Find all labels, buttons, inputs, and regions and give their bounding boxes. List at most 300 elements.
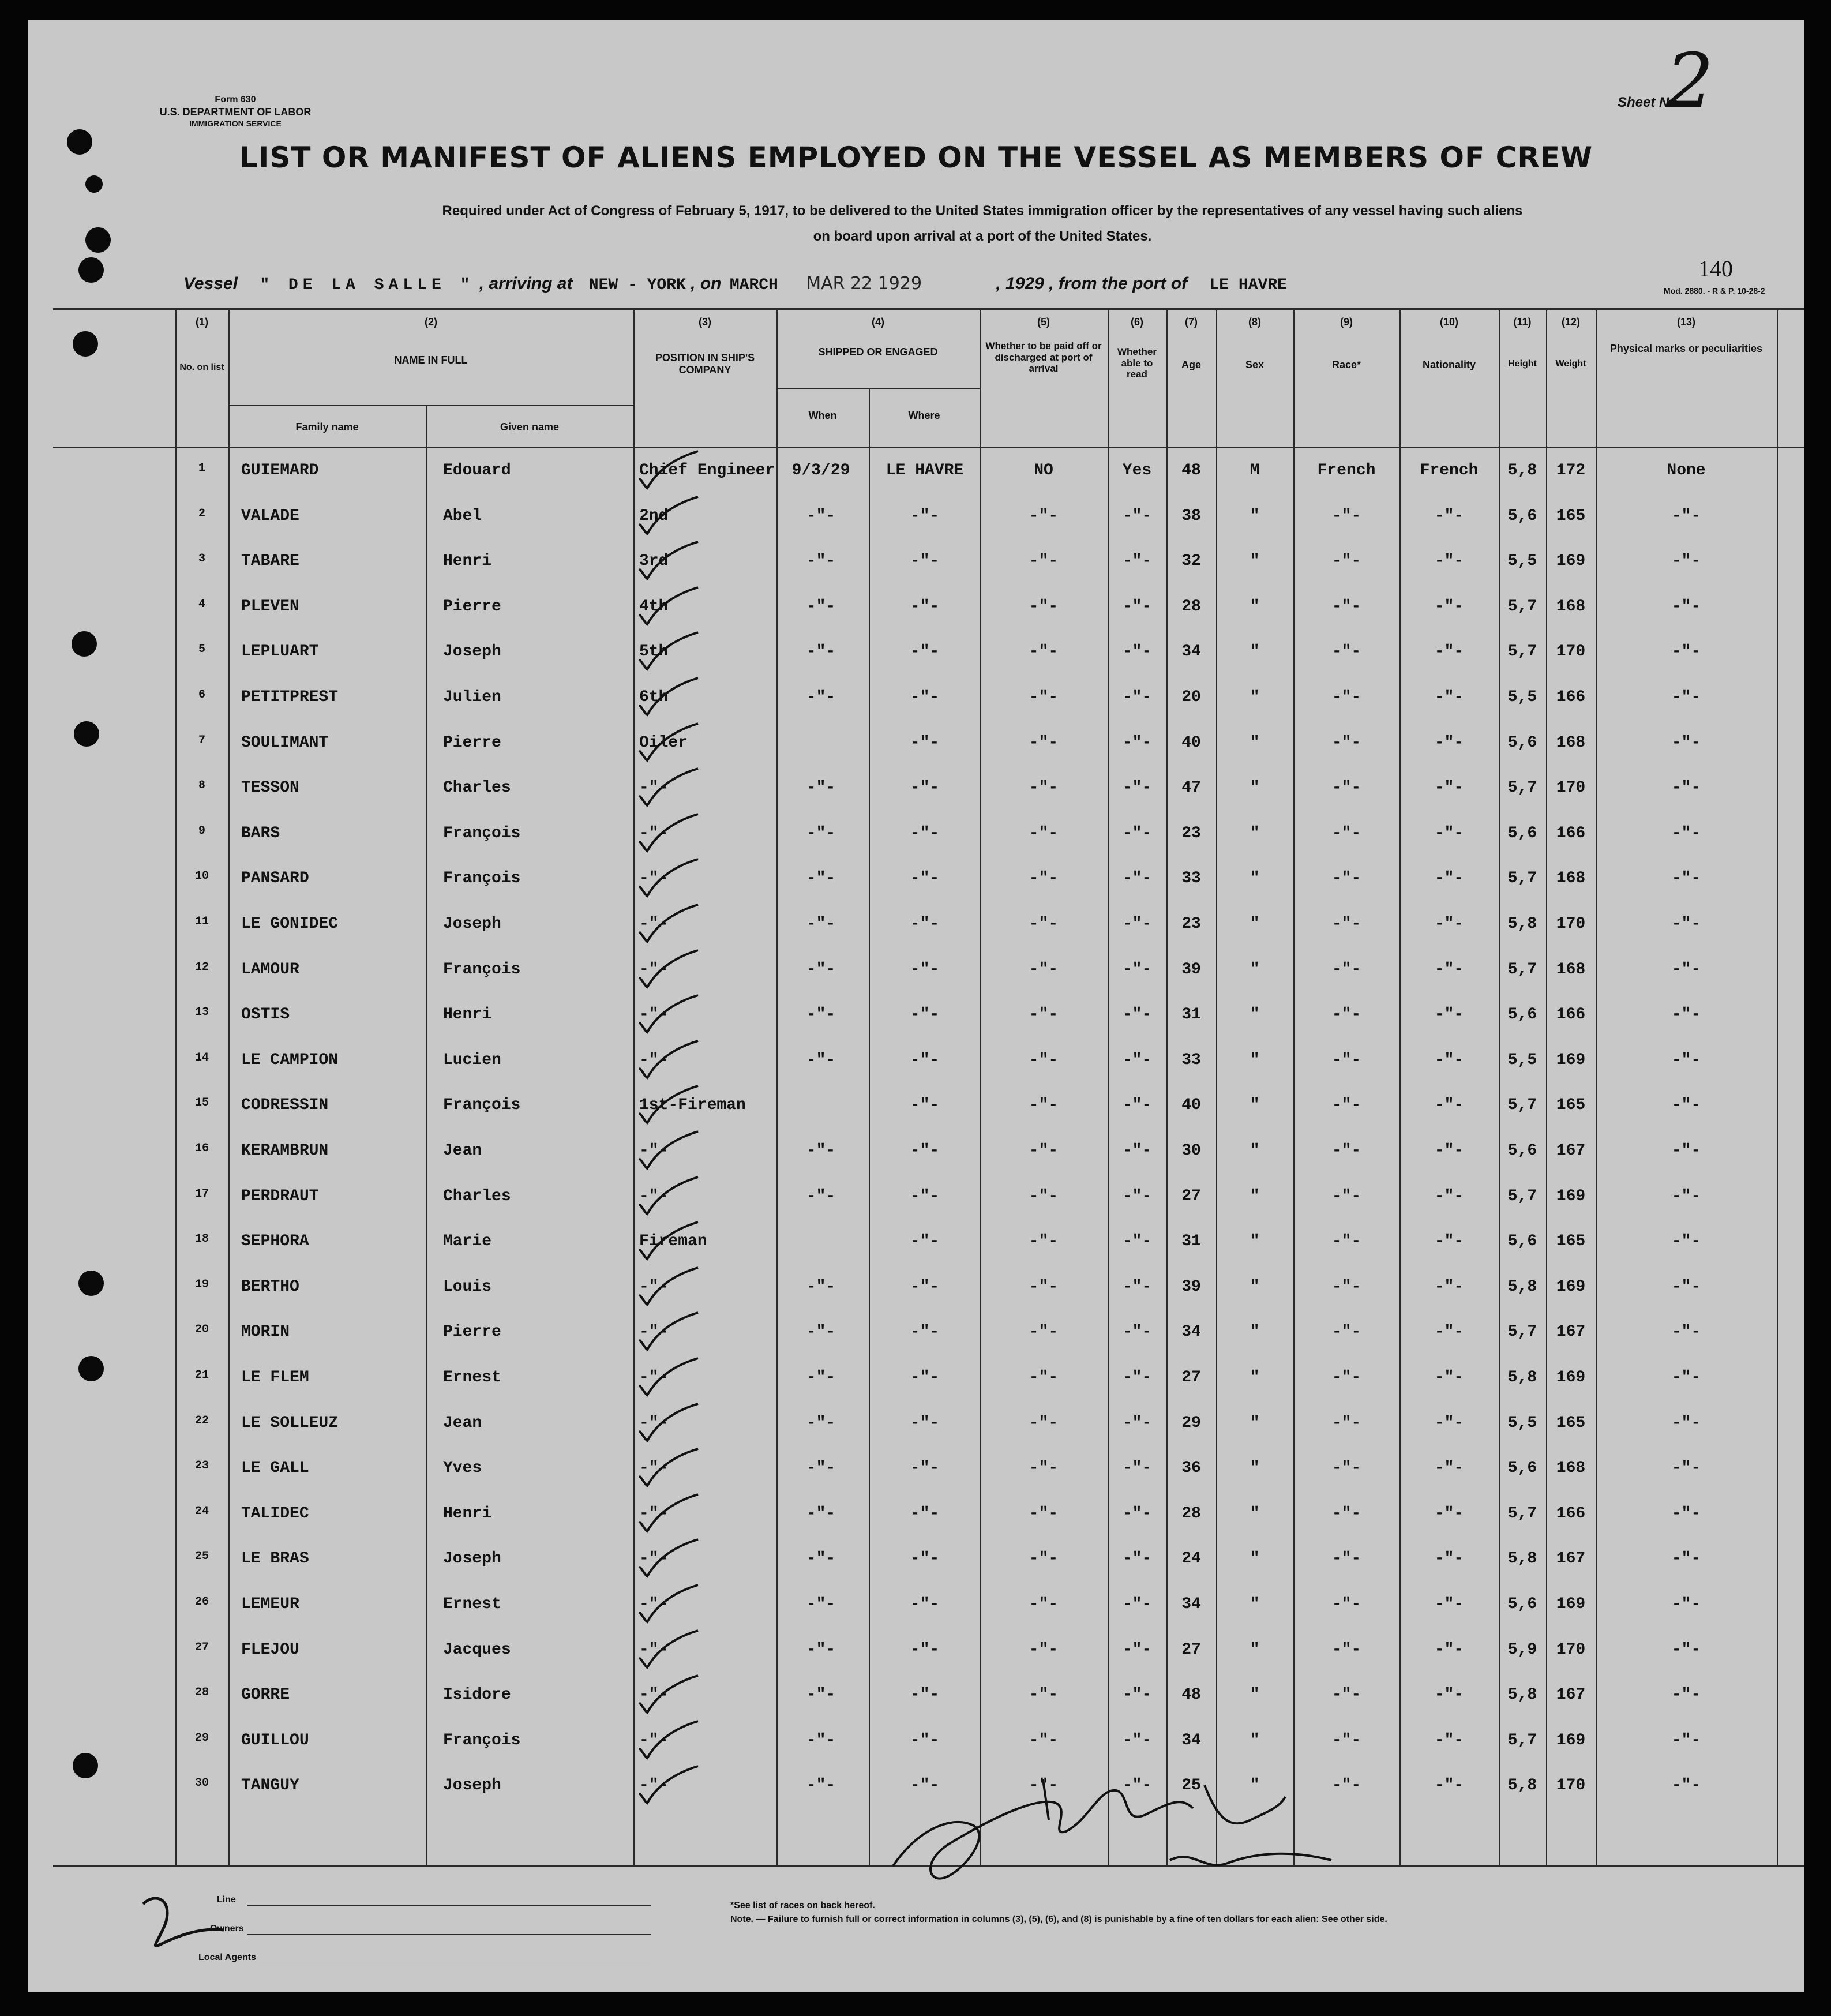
vessel-line <box>183 273 1683 302</box>
shipped-when: -"- <box>806 824 836 842</box>
shipped-where: -"- <box>910 1731 940 1749</box>
given-name: Charles <box>443 1187 511 1205</box>
height-cell: 5,9 <box>1507 1640 1537 1659</box>
shipped-when: -"- <box>806 1414 836 1432</box>
nationality-cell: -"- <box>1434 643 1464 661</box>
able-to-read: -"- <box>1122 552 1152 571</box>
marks-cell: -"- <box>1671 1051 1701 1069</box>
position-cell: -"- <box>639 1277 669 1296</box>
position-cell: -"- <box>639 824 669 842</box>
race-cell: -"- <box>1331 1277 1361 1296</box>
check-mark-icon <box>635 1444 704 1490</box>
marks-cell: -"- <box>1671 1777 1701 1795</box>
age-cell: 40 <box>1181 1096 1201 1115</box>
paid-off-cell: -"- <box>1029 1731 1059 1749</box>
position-cell: -"- <box>639 1640 669 1659</box>
nationality-cell: -"- <box>1434 1459 1464 1478</box>
given-name: Marie <box>443 1232 492 1251</box>
check-mark-icon <box>635 1580 704 1627</box>
marks-cell: -"- <box>1671 1096 1701 1115</box>
col-line <box>1166 309 1168 1865</box>
shipped-when: -"- <box>806 507 836 525</box>
family-name: TESSON <box>241 779 299 797</box>
shipped-when: -"- <box>806 643 836 661</box>
binder-hole <box>78 257 104 283</box>
binder-hole <box>73 1753 98 1778</box>
race-cell: -"- <box>1331 1414 1361 1432</box>
col3-number: (3) <box>699 316 711 328</box>
check-mark-icon <box>635 673 704 720</box>
where-header: Where <box>908 410 940 421</box>
sex-cell: " <box>1250 1731 1260 1749</box>
weight-cell: 170 <box>1556 1640 1586 1659</box>
able-to-read: -"- <box>1122 688 1152 706</box>
weight-cell: 167 <box>1556 1686 1586 1704</box>
nationality-cell: -"- <box>1434 1777 1464 1795</box>
arrival-year: , 1929 <box>996 274 1044 293</box>
race-cell: -"- <box>1331 1550 1361 1568</box>
table-top-rule <box>53 308 1804 310</box>
check-mark-icon <box>635 1036 704 1082</box>
col10-number: (10) <box>1439 316 1458 328</box>
position-cell: 3rd <box>639 552 669 571</box>
races-note: *See list of races on back hereof. <box>730 1901 875 1910</box>
marks-cell: -"- <box>1671 507 1701 525</box>
row-number: 8 <box>198 779 205 793</box>
row-number: 29 <box>194 1731 209 1745</box>
sex-cell: " <box>1250 1142 1260 1160</box>
marks-cell: -"- <box>1671 824 1701 842</box>
shipped-when: -"- <box>806 1640 836 1659</box>
sex-cell: " <box>1250 1777 1260 1795</box>
sex-cell: " <box>1250 733 1260 752</box>
position-cell: -"- <box>639 1051 669 1069</box>
weight-cell: 172 <box>1556 462 1586 479</box>
family-name: TABARE <box>241 552 299 571</box>
given-name: Joseph <box>443 915 501 933</box>
paid-off-cell: -"- <box>1029 1006 1059 1024</box>
position-cell: -"- <box>639 779 669 797</box>
arrival-month: MARCH <box>729 276 778 294</box>
shipped-where: -"- <box>910 1232 940 1251</box>
check-mark-icon <box>635 1217 704 1264</box>
height-cell: 5,8 <box>1507 1686 1537 1704</box>
col4-header: SHIPPED OR ENGAGED <box>818 346 938 358</box>
family-name: CODRESSIN <box>241 1096 329 1115</box>
shipped-where: -"- <box>910 870 940 888</box>
given-name: Pierre <box>443 597 501 616</box>
race-cell: -"- <box>1331 1051 1361 1069</box>
check-mark-icon <box>635 855 704 901</box>
position-cell: Chief Engineer <box>639 462 775 479</box>
col13-number: (13) <box>1676 316 1695 328</box>
shipped-when: -"- <box>806 1731 836 1749</box>
family-name: BARS <box>241 824 280 842</box>
given-name: François <box>443 870 521 888</box>
position-cell: -"- <box>639 1504 669 1523</box>
paid-off-cell: NO <box>1034 462 1053 479</box>
row-number: 21 <box>194 1369 209 1382</box>
check-mark-icon <box>635 719 704 765</box>
given-name: François <box>443 1096 521 1115</box>
sex-cell: " <box>1250 1369 1260 1387</box>
shipped-where: -"- <box>910 779 940 797</box>
race-cell: -"- <box>1331 552 1361 571</box>
col2-number: (2) <box>425 316 437 328</box>
age-cell: 39 <box>1181 1277 1201 1296</box>
family-name: GUIEMARD <box>241 462 319 479</box>
race-cell: -"- <box>1331 1640 1361 1659</box>
col-line <box>1216 309 1217 1865</box>
age-cell: 34 <box>1181 1731 1201 1749</box>
shipped-where: -"- <box>910 552 940 571</box>
binder-hole <box>78 1271 104 1296</box>
marks-cell: -"- <box>1671 1232 1701 1251</box>
family-name: KERAMBRUN <box>241 1142 329 1160</box>
paid-off-cell: -"- <box>1029 1277 1059 1296</box>
able-to-read: -"- <box>1122 1232 1152 1251</box>
check-mark-icon <box>635 1535 704 1581</box>
given-name: Pierre <box>443 733 501 752</box>
marks-cell: -"- <box>1671 1414 1701 1432</box>
paid-off-cell: -"- <box>1029 1323 1059 1341</box>
paid-off-cell: -"- <box>1029 824 1059 842</box>
shipped-when: -"- <box>806 597 836 616</box>
paid-off-cell: -"- <box>1029 1595 1059 1613</box>
weight-cell: 169 <box>1556 1277 1586 1296</box>
agents-label: Local Agents <box>198 1953 256 1962</box>
col-line <box>1499 309 1500 1865</box>
check-mark-icon <box>635 946 704 992</box>
height-cell: 5,5 <box>1507 552 1537 571</box>
shipped-where: -"- <box>910 1640 940 1659</box>
sex-cell: " <box>1250 1277 1260 1296</box>
weight-cell: 165 <box>1556 507 1586 525</box>
given-name: Jean <box>443 1142 482 1160</box>
shipped-when: -"- <box>806 960 836 979</box>
sex-cell: " <box>1250 960 1260 979</box>
shipped-where: -"- <box>910 1459 940 1478</box>
marks-cell: -"- <box>1671 1323 1701 1341</box>
weight-cell: 165 <box>1556 1232 1586 1251</box>
arrival-port: NEW - YORK <box>588 276 686 294</box>
arriving-label: , arriving at <box>479 274 573 293</box>
col1-number: (1) <box>196 316 208 328</box>
col-line <box>228 309 230 1865</box>
weight-cell: 167 <box>1556 1142 1586 1160</box>
check-mark-icon <box>635 1172 704 1219</box>
col5-header: Whether to be paid off or discharged at port of arrival <box>985 340 1102 374</box>
family-name: GORRE <box>241 1686 290 1704</box>
able-to-read: -"- <box>1122 1640 1152 1659</box>
position-cell: -"- <box>639 960 669 979</box>
age-cell: 48 <box>1181 1686 1201 1704</box>
col-line <box>980 309 981 1865</box>
binder-hole <box>85 175 103 193</box>
marks-cell: -"- <box>1671 1550 1701 1568</box>
position-cell: Fireman <box>639 1232 707 1251</box>
marks-cell: -"- <box>1671 597 1701 616</box>
position-cell: 5th <box>639 643 669 661</box>
height-cell: 5,7 <box>1507 643 1537 661</box>
nationality-cell: -"- <box>1434 870 1464 888</box>
check-mark-icon <box>635 583 704 629</box>
age-cell: 28 <box>1181 1504 1201 1523</box>
sex-cell: " <box>1250 1414 1260 1432</box>
given-name: Henri <box>443 1006 492 1024</box>
nationality-cell: -"- <box>1434 824 1464 842</box>
nationality-cell: -"- <box>1434 1686 1464 1704</box>
family-name: OSTIS <box>241 1006 290 1024</box>
race-cell: -"- <box>1331 1369 1361 1387</box>
check-mark-icon <box>635 1263 704 1309</box>
weight-cell: 166 <box>1556 824 1586 842</box>
weight-cell: 170 <box>1556 915 1586 933</box>
family-name: PETITPREST <box>241 688 339 706</box>
row-number: 30 <box>194 1777 209 1790</box>
col8-header: Sex <box>1245 359 1265 370</box>
col-line <box>1596 309 1597 1865</box>
race-cell: -"- <box>1331 1096 1361 1115</box>
col7-header: Age <box>1181 359 1201 370</box>
shipped-where: -"- <box>910 733 940 752</box>
paid-off-cell: -"- <box>1029 1459 1059 1478</box>
race-cell: -"- <box>1331 1731 1361 1749</box>
col12-number: (12) <box>1561 316 1580 328</box>
nationality-cell: -"- <box>1434 507 1464 525</box>
height-cell: 5,7 <box>1507 1504 1537 1523</box>
weight-cell: 169 <box>1556 1051 1586 1069</box>
position-cell: -"- <box>639 915 669 933</box>
race-cell: -"- <box>1331 1595 1361 1613</box>
sheet-number: 2 <box>1666 37 1714 125</box>
check-mark-icon <box>635 810 704 856</box>
height-cell: 5,6 <box>1507 507 1537 525</box>
marks-cell: None <box>1667 462 1706 479</box>
height-cell: 5,7 <box>1507 1323 1537 1341</box>
sex-cell: " <box>1250 552 1260 571</box>
family-name: PANSARD <box>241 870 309 888</box>
shipped-when: -"- <box>806 1504 836 1523</box>
able-to-read: -"- <box>1122 1686 1152 1704</box>
col6-header: Whether able to read <box>1117 346 1157 380</box>
age-cell: 38 <box>1181 507 1201 525</box>
race-cell: -"- <box>1331 1232 1361 1251</box>
able-to-read: -"- <box>1122 1414 1152 1432</box>
age-cell: 30 <box>1181 1142 1201 1160</box>
race-cell: -"- <box>1331 824 1361 842</box>
paid-off-cell: -"- <box>1029 1777 1059 1795</box>
shipped-when: -"- <box>806 779 836 797</box>
family-name-header: Family name <box>295 421 359 433</box>
officer-signature <box>881 1762 1355 1895</box>
height-cell: 5,7 <box>1507 1187 1537 1205</box>
col9-number: (9) <box>1340 316 1353 328</box>
family-name: LE BRAS <box>241 1550 309 1568</box>
col-line <box>426 406 427 1865</box>
binder-hole <box>78 1356 104 1381</box>
age-cell: 27 <box>1181 1640 1201 1659</box>
page-title: LIST OR MANIFEST OF ALIENS EMPLOYED ON THE VESSEL AS MEMBERS OF CREW <box>239 141 1593 174</box>
nationality-cell: -"- <box>1434 1096 1464 1115</box>
paid-off-cell: -"- <box>1029 915 1059 933</box>
shipped-when: -"- <box>806 1006 836 1024</box>
paid-off-cell: -"- <box>1029 1550 1059 1568</box>
row-number: 16 <box>194 1142 209 1155</box>
date-stamp: MAR 22 1929 <box>806 273 922 294</box>
sex-cell: " <box>1250 1232 1260 1251</box>
shipped-when: -"- <box>806 688 836 706</box>
col-line <box>1546 309 1547 1865</box>
age-cell: 23 <box>1181 824 1201 842</box>
marks-cell: -"- <box>1671 870 1701 888</box>
family-name: LAMOUR <box>241 960 299 979</box>
family-name: LEMEUR <box>241 1595 299 1613</box>
position-cell: 4th <box>639 597 669 616</box>
height-cell: 5,7 <box>1507 1096 1537 1115</box>
given-name: Henri <box>443 1504 492 1523</box>
weight-cell: 166 <box>1556 1006 1586 1024</box>
marks-cell: -"- <box>1671 552 1701 571</box>
position-cell: 1st-Fireman <box>639 1096 746 1115</box>
marks-cell: -"- <box>1671 960 1701 979</box>
shipped-where: -"- <box>910 960 940 979</box>
row-number: 3 <box>198 552 205 566</box>
able-to-read: -"- <box>1122 1323 1152 1341</box>
family-name: LE GALL <box>241 1459 309 1478</box>
owners-label: Owners <box>210 1924 244 1933</box>
weight-cell: 169 <box>1556 1187 1586 1205</box>
height-cell: 5,6 <box>1507 1459 1537 1478</box>
shipped-where: -"- <box>910 1277 940 1296</box>
col5-number: (5) <box>1037 316 1050 328</box>
when-header: When <box>808 410 837 421</box>
able-to-read: -"- <box>1122 1777 1152 1795</box>
row-number: 18 <box>194 1232 209 1246</box>
age-cell: 24 <box>1181 1550 1201 1568</box>
race-cell: -"- <box>1331 960 1361 979</box>
marks-cell: -"- <box>1671 915 1701 933</box>
check-mark-icon <box>635 537 704 583</box>
able-to-read: -"- <box>1122 870 1152 888</box>
height-cell: 5,8 <box>1507 1550 1537 1568</box>
paid-off-cell: -"- <box>1029 507 1059 525</box>
given-name: François <box>443 824 521 842</box>
family-name: GUILLOU <box>241 1731 309 1749</box>
height-cell: 5,6 <box>1507 1006 1537 1024</box>
height-cell: 5,5 <box>1507 1414 1537 1432</box>
position-cell: -"- <box>639 1595 669 1613</box>
shipped-where: -"- <box>910 1006 940 1024</box>
on-label: , on <box>691 274 722 293</box>
height-cell: 5,7 <box>1507 1731 1537 1749</box>
shipped-where: -"- <box>910 1369 940 1387</box>
given-name: Louis <box>443 1277 492 1296</box>
row-number: 12 <box>194 960 209 974</box>
row-number: 1 <box>198 462 205 475</box>
age-cell: 28 <box>1181 597 1201 616</box>
able-to-read: -"- <box>1122 960 1152 979</box>
check-mark-icon <box>635 1717 704 1763</box>
shipped-when: -"- <box>806 1323 836 1341</box>
given-name: Julien <box>443 688 501 706</box>
weight-cell: 170 <box>1556 1777 1586 1795</box>
paid-off-cell: -"- <box>1029 1051 1059 1069</box>
col7-number: (7) <box>1185 316 1198 328</box>
shipped-when: -"- <box>806 1595 836 1613</box>
weight-cell: 169 <box>1556 552 1586 571</box>
able-to-read: -"- <box>1122 915 1152 933</box>
able-to-read: -"- <box>1122 643 1152 661</box>
position-cell: -"- <box>639 1187 669 1205</box>
row-number: 13 <box>194 1006 209 1020</box>
nationality-cell: -"- <box>1434 688 1464 706</box>
sex-cell: " <box>1250 1006 1260 1024</box>
able-to-read: -"- <box>1122 1096 1152 1115</box>
col13-header: Physical marks or peculiarities <box>1609 343 1763 354</box>
family-name: LEPLUART <box>241 643 319 661</box>
position-cell: Oiler <box>639 733 688 752</box>
check-mark-icon <box>635 900 704 946</box>
shipped-where: -"- <box>910 1187 940 1205</box>
shipped-when: -"- <box>806 1369 836 1387</box>
marks-cell: -"- <box>1671 1277 1701 1296</box>
nationality-cell: -"- <box>1434 1006 1464 1024</box>
age-cell: 48 <box>1181 462 1201 479</box>
col11-number: (11) <box>1513 316 1532 328</box>
check-mark-icon <box>635 1308 704 1354</box>
family-name: LE CAMPION <box>241 1051 339 1069</box>
sex-cell: " <box>1250 779 1260 797</box>
col3-header: POSITION IN SHIP'S COMPANY <box>655 352 755 376</box>
able-to-read: -"- <box>1122 779 1152 797</box>
position-cell: -"- <box>639 1414 669 1432</box>
paid-off-cell: -"- <box>1029 1686 1059 1704</box>
nationality-cell: -"- <box>1434 779 1464 797</box>
able-to-read: -"- <box>1122 1051 1152 1069</box>
given-name: Joseph <box>443 1550 501 1568</box>
position-cell: -"- <box>639 1550 669 1568</box>
paid-off-cell: -"- <box>1029 1640 1059 1659</box>
family-name: LE FLEM <box>241 1369 309 1387</box>
age-cell: 27 <box>1181 1369 1201 1387</box>
family-name: TALIDEC <box>241 1504 309 1523</box>
able-to-read: -"- <box>1122 1504 1152 1523</box>
subtitle-line2: on board upon arrival at a port of the United States. <box>813 228 1152 244</box>
weight-cell: 168 <box>1556 597 1586 616</box>
height-cell: 5,5 <box>1507 688 1537 706</box>
weight-cell: 168 <box>1556 870 1586 888</box>
row-number: 17 <box>194 1187 209 1201</box>
paid-off-cell: -"- <box>1029 688 1059 706</box>
shipped-when: -"- <box>806 915 836 933</box>
race-cell: -"- <box>1331 1142 1361 1160</box>
check-mark-icon <box>635 764 704 810</box>
position-cell: -"- <box>639 1686 669 1704</box>
mod-number: Mod. 2880. - R & P. 10-28-2 <box>1664 286 1765 295</box>
shipped-where: -"- <box>910 643 940 661</box>
col10-header: Nationality <box>1422 359 1476 370</box>
race-cell: -"- <box>1331 870 1361 888</box>
age-cell: 32 <box>1181 552 1201 571</box>
nationality-cell: -"- <box>1434 1277 1464 1296</box>
race-cell: -"- <box>1331 1777 1361 1795</box>
shipped-where: -"- <box>910 507 940 525</box>
sex-cell: " <box>1250 507 1260 525</box>
binder-hole <box>72 631 97 657</box>
sex-cell: " <box>1250 824 1260 842</box>
page-count: 140 <box>1698 256 1733 282</box>
